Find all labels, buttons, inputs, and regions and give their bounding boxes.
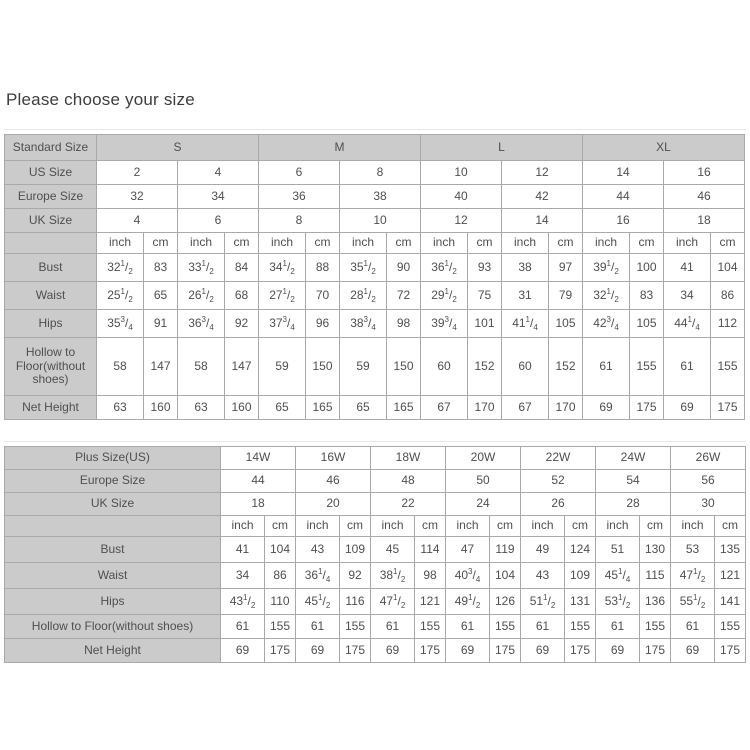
cell: 69 (296, 639, 340, 663)
row-label (5, 233, 97, 254)
cell: 8 (259, 209, 340, 233)
cell: 2 (97, 161, 178, 185)
cell: 65 (340, 396, 387, 420)
cell: $36^3/_4$ (178, 310, 225, 338)
plus-size-chart-row-units (5, 516, 746, 537)
row-label: Standard Size (5, 135, 97, 161)
cell: 175 (711, 396, 745, 420)
cell: 93 (468, 254, 502, 282)
cell: 75 (468, 282, 502, 310)
row-label: UK Size (5, 209, 97, 233)
size-tables (4, 129, 746, 663)
cell: $45^1/_2$ (296, 589, 340, 615)
cell: 65 (144, 282, 178, 310)
cell: 34 (178, 185, 259, 209)
cell: 147 (144, 338, 178, 396)
cell: 96 (306, 310, 340, 338)
cell: 165 (306, 396, 340, 420)
cell: inch (521, 516, 565, 537)
row-label: Bust (5, 537, 221, 563)
cell: 26W (671, 447, 746, 470)
cell: 18W (371, 447, 446, 470)
cell: 52 (521, 470, 596, 493)
cell: 45 (371, 537, 415, 563)
standard-size-chart-row-us-size (5, 161, 745, 185)
cell: 44 (221, 470, 296, 493)
cell: 51 (596, 537, 640, 563)
cell: 175 (640, 639, 671, 663)
cell: 115 (640, 563, 671, 589)
cell: 175 (630, 396, 664, 420)
standard-size-chart-row-net-height (5, 396, 745, 420)
standard-size-chart-row-hips (5, 310, 745, 338)
cell: S (97, 135, 259, 161)
cell: 14W (221, 447, 296, 470)
cell: 90 (387, 254, 421, 282)
cell: 175 (490, 639, 521, 663)
cell: 61 (371, 615, 415, 639)
cell: 130 (640, 537, 671, 563)
cell: cm (340, 516, 371, 537)
cell: $44^1/_4$ (664, 310, 711, 338)
cell: 61 (671, 615, 715, 639)
cell: cm (144, 233, 178, 254)
cell: $38^3/_4$ (340, 310, 387, 338)
cell: 155 (640, 615, 671, 639)
cell: 22 (371, 493, 446, 516)
cell: 41 (221, 537, 265, 563)
cell: $39^3/_4$ (421, 310, 468, 338)
cell: 155 (715, 615, 746, 639)
cell: $29^1/_2$ (421, 282, 468, 310)
cell: 24 (446, 493, 521, 516)
cell: 155 (630, 338, 664, 396)
cell: 44 (583, 185, 664, 209)
cell: 70 (306, 282, 340, 310)
cell: 12 (421, 209, 502, 233)
cell: 60 (502, 338, 549, 396)
cell: 152 (549, 338, 583, 396)
cell: 116 (340, 589, 371, 615)
cell: 84 (225, 254, 259, 282)
cell: 67 (502, 396, 549, 420)
standard-size-chart-row-units (5, 233, 745, 254)
cell: cm (715, 516, 746, 537)
cell: $55^1/_2$ (671, 589, 715, 615)
row-label: Hollow to Floor(without shoes) (5, 338, 97, 396)
cell: cm (565, 516, 596, 537)
cell: $25^1/_2$ (97, 282, 144, 310)
cell: 83 (630, 282, 664, 310)
cell: 56 (671, 470, 746, 493)
row-label: Plus Size(US) (5, 447, 221, 470)
cell: 160 (225, 396, 259, 420)
cell: 42 (502, 185, 583, 209)
cell: 34 (221, 563, 265, 589)
cell: 14 (502, 209, 583, 233)
cell: inch (583, 233, 630, 254)
row-label: US Size (5, 161, 97, 185)
cell: 4 (97, 209, 178, 233)
cell: 135 (715, 537, 746, 563)
cell: 18 (664, 209, 745, 233)
cell: 101 (468, 310, 502, 338)
cell: 155 (415, 615, 446, 639)
cell: 63 (97, 396, 144, 420)
row-label: Hollow to Floor(without shoes) (5, 615, 221, 639)
cell: 155 (490, 615, 521, 639)
cell: 22W (521, 447, 596, 470)
cell: $28^1/_2$ (340, 282, 387, 310)
cell: inch (178, 233, 225, 254)
row-label: Bust (5, 254, 97, 282)
row-label: Net Height (5, 396, 97, 420)
cell: 61 (596, 615, 640, 639)
cell: 31 (502, 282, 549, 310)
cell: 119 (490, 537, 521, 563)
cell: 63 (178, 396, 225, 420)
standard-size-chart-row-waist (5, 282, 745, 310)
cell: 58 (178, 338, 225, 396)
cell: cm (468, 233, 502, 254)
cell: 69 (671, 639, 715, 663)
cell: inch (421, 233, 468, 254)
cell: 69 (664, 396, 711, 420)
standard-size-chart-row-bust (5, 254, 745, 282)
cell: 150 (306, 338, 340, 396)
cell: 69 (371, 639, 415, 663)
cell: cm (387, 233, 421, 254)
row-label: Europe Size (5, 470, 221, 493)
cell: 79 (549, 282, 583, 310)
plus-size-chart-row-hips (5, 589, 746, 615)
cell: 72 (387, 282, 421, 310)
cell: $32^1/_2$ (97, 254, 144, 282)
cell: inch (371, 516, 415, 537)
cell: 14 (583, 161, 664, 185)
standard-size-chart-row-uk-size (5, 209, 745, 233)
cell: 41 (664, 254, 711, 282)
cell: $45^1/_4$ (596, 563, 640, 589)
row-label: UK Size (5, 493, 221, 516)
cell: 175 (265, 639, 296, 663)
cell: cm (711, 233, 745, 254)
cell: 86 (711, 282, 745, 310)
cell: 97 (549, 254, 583, 282)
cell: $49^1/_2$ (446, 589, 490, 615)
cell: $47^1/_2$ (671, 563, 715, 589)
cell: 109 (565, 563, 596, 589)
cell: 6 (259, 161, 340, 185)
cell: $38^1/_2$ (371, 563, 415, 589)
cell: 61 (296, 615, 340, 639)
cell: inch (596, 516, 640, 537)
cell: 104 (711, 254, 745, 282)
cell: 170 (468, 396, 502, 420)
cell: 12 (502, 161, 583, 185)
cell: inch (221, 516, 265, 537)
cell: $33^1/_2$ (178, 254, 225, 282)
cell: 18 (221, 493, 296, 516)
cell: $37^3/_4$ (259, 310, 306, 338)
cell: $41^1/_4$ (502, 310, 549, 338)
plus-size-chart-row-net-height (5, 639, 746, 663)
cell: 155 (711, 338, 745, 396)
cell: inch (259, 233, 306, 254)
cell: $36^1/_4$ (296, 563, 340, 589)
cell: 26 (521, 493, 596, 516)
cell: 67 (421, 396, 468, 420)
cell: $42^3/_4$ (583, 310, 630, 338)
cell: cm (630, 233, 664, 254)
cell: cm (549, 233, 583, 254)
cell: 121 (715, 563, 746, 589)
cell: $34^1/_2$ (259, 254, 306, 282)
cell: 69 (221, 639, 265, 663)
cell: inch (664, 233, 711, 254)
cell: 47 (446, 537, 490, 563)
cell: $35^1/_2$ (340, 254, 387, 282)
cell: 54 (596, 470, 671, 493)
row-label: Net Height (5, 639, 221, 663)
cell: 126 (490, 589, 521, 615)
row-label: Europe Size (5, 185, 97, 209)
cell: 61 (664, 338, 711, 396)
cell: inch (97, 233, 144, 254)
cell: 10 (421, 161, 502, 185)
cell: $26^1/_2$ (178, 282, 225, 310)
plus-size-chart (4, 446, 746, 663)
cell: 24W (596, 447, 671, 470)
row-label: Hips (5, 310, 97, 338)
cell: 10 (340, 209, 421, 233)
cell: 59 (259, 338, 306, 396)
cell: 83 (144, 254, 178, 282)
cell: 170 (549, 396, 583, 420)
cell: 136 (640, 589, 671, 615)
cell: 104 (265, 537, 296, 563)
cell: 59 (340, 338, 387, 396)
cell: 61 (521, 615, 565, 639)
cell: $39^1/_2$ (583, 254, 630, 282)
cell: $35^3/_4$ (97, 310, 144, 338)
cell: 58 (97, 338, 144, 396)
standard-size-chart-row-standard-size (5, 135, 745, 161)
cell: 109 (340, 537, 371, 563)
cell: inch (502, 233, 549, 254)
cell: $53^1/_2$ (596, 589, 640, 615)
plus-size-chart-row-uk-size (5, 493, 746, 516)
cell: L (421, 135, 583, 161)
cell: 92 (340, 563, 371, 589)
page-title: Please choose your size (6, 90, 195, 109)
cell: 49 (521, 537, 565, 563)
cell: 69 (521, 639, 565, 663)
cell: 131 (565, 589, 596, 615)
cell: cm (640, 516, 671, 537)
cell: 175 (340, 639, 371, 663)
cell: 6 (178, 209, 259, 233)
cell: 91 (144, 310, 178, 338)
cell: 175 (565, 639, 596, 663)
cell: 53 (671, 537, 715, 563)
cell: 61 (221, 615, 265, 639)
row-label: Waist (5, 563, 221, 589)
cell: 16 (583, 209, 664, 233)
cell: 32 (97, 185, 178, 209)
cell: inch (446, 516, 490, 537)
cell: 165 (387, 396, 421, 420)
standard-size-chart-row-hollow-to-floor (5, 338, 745, 396)
cell: 16 (664, 161, 745, 185)
standard-size-chart-row-europe-size (5, 185, 745, 209)
cell: $40^3/_4$ (446, 563, 490, 589)
cell: inch (671, 516, 715, 537)
cell: 68 (225, 282, 259, 310)
cell: $32^1/_2$ (583, 282, 630, 310)
cell: 150 (387, 338, 421, 396)
cell: $36^1/_2$ (421, 254, 468, 282)
row-label: Hips (5, 589, 221, 615)
cell: 155 (565, 615, 596, 639)
cell: 65 (259, 396, 306, 420)
cell: 114 (415, 537, 446, 563)
cell: $47^1/_2$ (371, 589, 415, 615)
cell: 38 (340, 185, 421, 209)
row-label (5, 516, 221, 537)
plus-size-chart-row-plus-size-us (5, 447, 746, 470)
cell: 104 (490, 563, 521, 589)
cell: 36 (259, 185, 340, 209)
cell: M (259, 135, 421, 161)
cell: 8 (340, 161, 421, 185)
cell: cm (306, 233, 340, 254)
cell: 105 (549, 310, 583, 338)
cell: cm (415, 516, 446, 537)
plus-size-chart-section (4, 441, 746, 663)
plus-size-chart-row-bust (5, 537, 746, 563)
cell: 4 (178, 161, 259, 185)
cell: 112 (711, 310, 745, 338)
cell: 30 (671, 493, 746, 516)
cell: 46 (664, 185, 745, 209)
cell: 152 (468, 338, 502, 396)
cell: $43^1/_2$ (221, 589, 265, 615)
cell: 40 (421, 185, 502, 209)
cell: 43 (296, 537, 340, 563)
cell: XL (583, 135, 745, 161)
cell: 61 (583, 338, 630, 396)
cell: cm (490, 516, 521, 537)
cell: 61 (446, 615, 490, 639)
cell: $27^1/_2$ (259, 282, 306, 310)
cell: 175 (415, 639, 446, 663)
cell: 69 (446, 639, 490, 663)
cell: cm (225, 233, 259, 254)
cell: 38 (502, 254, 549, 282)
cell: 34 (664, 282, 711, 310)
cell: 20W (446, 447, 521, 470)
standard-size-chart-section (4, 129, 746, 420)
standard-size-chart (4, 134, 745, 420)
cell: inch (340, 233, 387, 254)
cell: 69 (583, 396, 630, 420)
cell: 141 (715, 589, 746, 615)
plus-size-chart-row-waist (5, 563, 746, 589)
cell: 147 (225, 338, 259, 396)
cell: 88 (306, 254, 340, 282)
cell: cm (265, 516, 296, 537)
cell: 155 (340, 615, 371, 639)
cell: 69 (596, 639, 640, 663)
cell: 92 (225, 310, 259, 338)
cell: 48 (371, 470, 446, 493)
cell: 175 (715, 639, 746, 663)
cell: 20 (296, 493, 371, 516)
cell: 43 (521, 563, 565, 589)
cell: $51^1/_2$ (521, 589, 565, 615)
cell: 121 (415, 589, 446, 615)
cell: inch (296, 516, 340, 537)
cell: 50 (446, 470, 521, 493)
cell: 98 (415, 563, 446, 589)
cell: 160 (144, 396, 178, 420)
cell: 60 (421, 338, 468, 396)
cell: 28 (596, 493, 671, 516)
cell: 155 (265, 615, 296, 639)
cell: 98 (387, 310, 421, 338)
cell: 100 (630, 254, 664, 282)
cell: 86 (265, 563, 296, 589)
plus-size-chart-row-europe-size (5, 470, 746, 493)
row-label: Waist (5, 282, 97, 310)
cell: 124 (565, 537, 596, 563)
cell: 16W (296, 447, 371, 470)
cell: 110 (265, 589, 296, 615)
cell: 105 (630, 310, 664, 338)
cell: 46 (296, 470, 371, 493)
plus-size-chart-row-hollow-to-floor (5, 615, 746, 639)
